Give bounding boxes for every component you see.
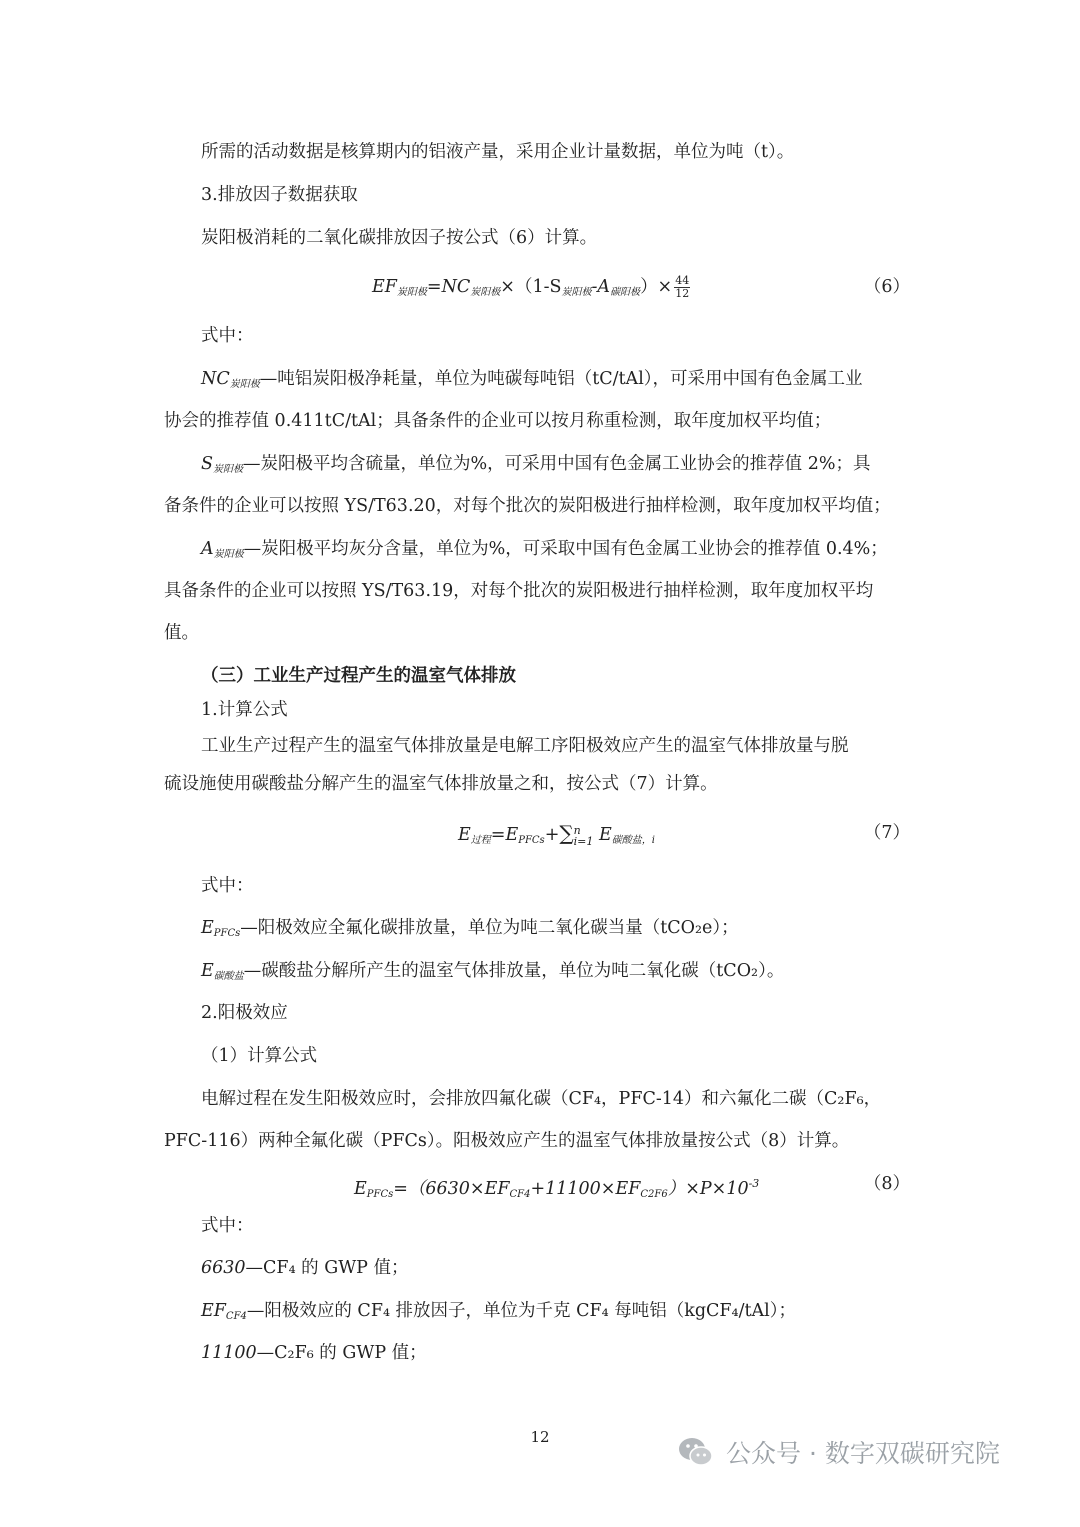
section-subheading: 2.阳极效应 (201, 1003, 288, 1023)
page-number: 12 (530, 1428, 550, 1446)
equation-number-7: （7） (863, 823, 910, 843)
definition-line: $NC_{炭阳极}—$吨铝炭阳极净耗量，单位为吨碳每吨铝（tC/tAl），可采用中国有色金属工业 (201, 369, 863, 390)
formula-8: $E_{PFCs}=(6630\times EF_{CF4}+11100\times EF_{C2F6})\times P\times 10^{-3}$ (354, 1177, 760, 1200)
watermark-text: 公众号 · 数字双碳研究院 (726, 1439, 1000, 1468)
text-line: 电解过程在发生阳极效应时，会排放四氟化碳（CF₄，PFC-14）和六氟化二碳（C₂F₆， (201, 1089, 882, 1109)
definition-line: $EF_{CF4}—$阳极效应的 CF₄ 排放因子，单位为千克 CF₄ 每吨铝（kgCF₄/tAl）； (201, 1301, 796, 1322)
section-subheading: 3.排放因子数据获取 (201, 185, 358, 205)
text-line: 工业生产过程产生的温室气体排放量是电解工序阳极效应产生的温室气体排放量与脱 (201, 736, 849, 756)
definition-line: $E_{PFCs}—$阳极效应全氟化碳排放量，单位为吨二氧化碳当量（tCO₂e）； (201, 918, 739, 939)
section-subheading: （1）计算公式 (201, 1046, 318, 1066)
watermark (676, 1432, 1000, 1472)
definition-line: 11100—C₂F₆ 的 GWP 值； (201, 1343, 427, 1363)
text-line: 值。 (164, 623, 199, 643)
text-line: 硫设施使用碳酸盐分解产生的温室气体排放量之和，按公式（7）计算。 (164, 774, 718, 794)
text-line: 协会的推荐值 0.411tC/tAl；具备条件的企业可以按月称重检测，取年度加权平均值； (164, 411, 832, 431)
formula-6: $EF_{炭阳极}=NC_{炭阳极}\times(1-S_{炭阳极}-A_{碳阳极})\times$ $\frac{44}{12}$ (372, 274, 690, 300)
definition-line: $A_{炭阳极}—$炭阳极平均灰分含量，单位为%，可采取中国有色金属工业协会的推荐值 0.4%； (201, 539, 888, 560)
equation-number-6: （6） (863, 277, 910, 297)
text-line: 式中： (201, 1216, 254, 1236)
text-line: 式中： (201, 876, 254, 896)
text-line: 备条件的企业可以按照 YS/T63.20，对每个批次的炭阳极进行抽样检测，取年度加权平均值； (164, 496, 891, 516)
section-subheading: 1.计算公式 (201, 700, 288, 720)
text-line: 炭阳极消耗的二氧化碳排放因子按公式（6）计算。 (201, 228, 598, 248)
sum-limits: n i=1 (573, 823, 594, 848)
definition-line: 6630—CF₄ 的 GWP 值； (201, 1258, 409, 1278)
formula-7: $E_{过程}=E_{PFCs}+\sum$ n i=1 $E_{碳酸盐,i}$ (458, 821, 655, 848)
section-heading: （三）工业生产过程产生的温室气体排放 (201, 666, 516, 686)
text-line: 具备条件的企业可以按照 YS/T63.19，对每个批次的炭阳极进行抽样检测，取年度加权平均 (164, 581, 874, 601)
text-line: PFC-116）两种全氟化碳（PFCs）。阳极效应产生的温室气体排放量按公式（8）计算。 (164, 1131, 850, 1151)
text-line: 所需的活动数据是核算期内的铝液产量，采用企业计量数据，单位为吨（t）。 (201, 142, 795, 162)
definition-line: $E_{碳酸盐}—$碳酸盐分解所产生的温室气体排放量，单位为吨二氧化碳（tCO₂）。 (201, 961, 785, 982)
wechat-icon (676, 1432, 716, 1472)
definition-line: $S_{炭阳极}—$炭阳极平均含硫量，单位为%，可采用中国有色金属工业协会的推荐值 2%；具 (201, 454, 871, 475)
fraction-44-12: $\frac{44}{12}$ (675, 274, 690, 300)
text-line: 式中： (201, 326, 254, 346)
equation-number-8: （8） (863, 1174, 910, 1194)
